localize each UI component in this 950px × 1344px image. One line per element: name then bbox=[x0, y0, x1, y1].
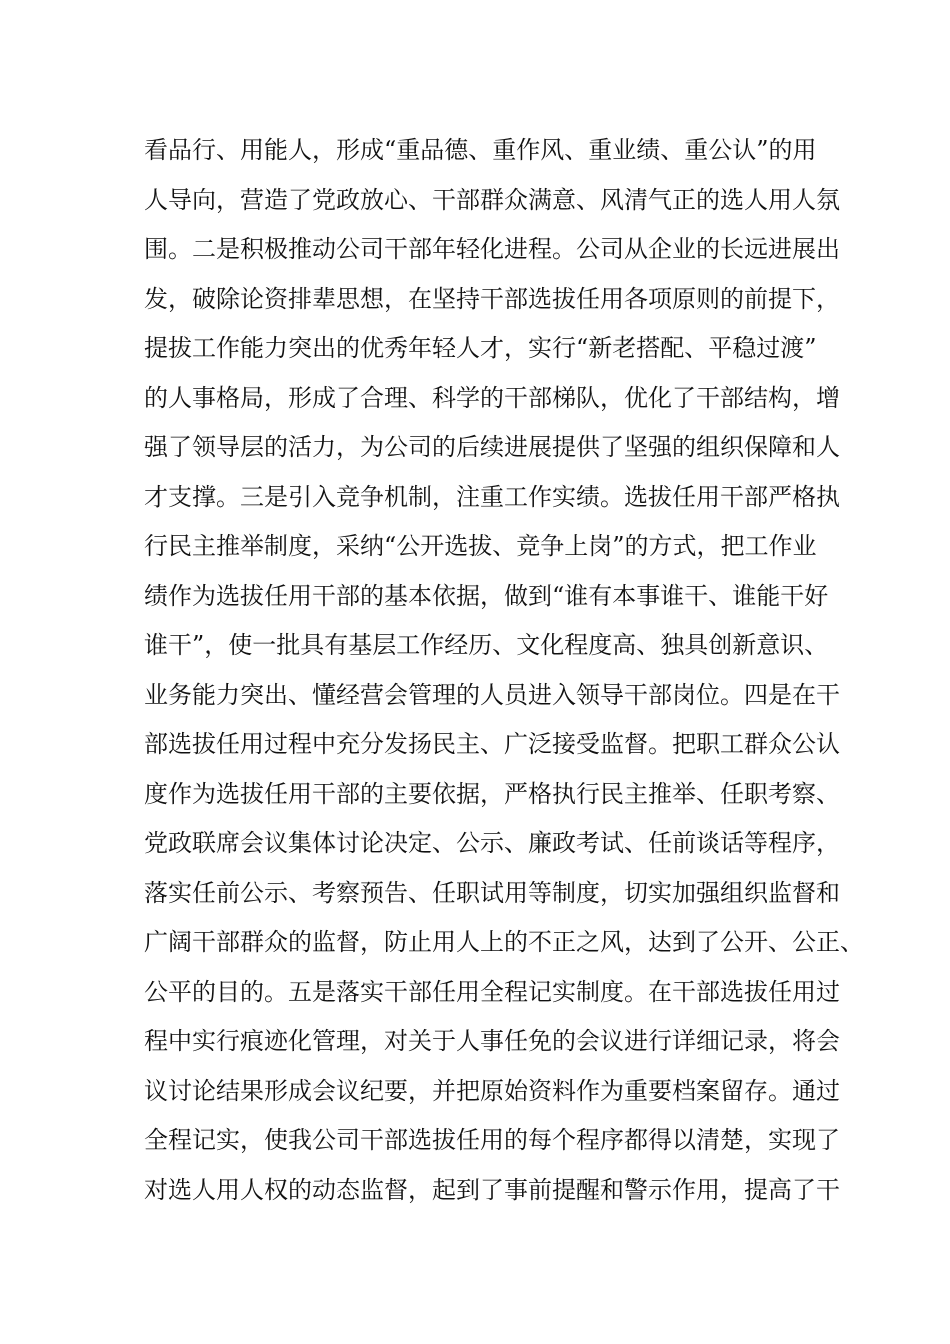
text-line: 度作为选拔任用干部的主要依据，严格执行民主推举、任职考察、 bbox=[144, 779, 840, 808]
text-line: 对选人用人权的动态监督，起到了事前提醒和警示作用，提高了干 bbox=[144, 1175, 840, 1204]
text-line: 公平的目的。五是落实干部任用全程记实制度。在干部选拔任用过 bbox=[144, 977, 840, 1006]
text-line: 全程记实，使我公司干部选拔任用的每个程序都得以清楚，实现了 bbox=[144, 1126, 840, 1154]
text-line: 谁干”，使一批具有基层工作经历、文化程度高、独具创新意识、 bbox=[144, 631, 829, 659]
text-line: 围。二是积极推动公司干部年轻化进程。公司从企业的长远进展出 bbox=[144, 235, 840, 263]
text-line: 的人事格局，形成了合理、科学的干部梯队，优化了干部结构，增 bbox=[144, 383, 840, 412]
text-line: 才支撑。三是引入竞争机制，注重工作实绩。选拔任用干部严格执 bbox=[144, 482, 840, 511]
text-line: 党政联席会议集体讨论决定、公示、廉政考试、任前谈话等程序， bbox=[144, 829, 840, 857]
text-line: 议讨论结果形成会议纪要，并把原始资料作为重要档案留存。通过 bbox=[144, 1076, 840, 1105]
text-line: 看品行、用能人，形成“重品德、重作风、重业绩、重公认”的用 bbox=[144, 136, 817, 164]
text-line: 人导向，营造了党政放心、干部群众满意、风清气正的选人用人氛 bbox=[144, 185, 840, 214]
text-line: 行民主推举制度，采纳“公开选拔、竞争上岗”的方式，把工作业 bbox=[144, 532, 817, 560]
text-line: 提拔工作能力突出的优秀年轻人才，实行“新老搭配、平稳过渡” bbox=[144, 334, 817, 362]
text-line: 发，破除论资排辈思想，在坚持干部选拔任用各项原则的前提下， bbox=[144, 284, 840, 313]
text-line: 广阔干部群众的监督，防止用人上的不正之风，达到了公开、公正、 bbox=[144, 928, 864, 956]
text-line: 落实任前公示、考察预告、任职试用等制度，切实加强组织监督和 bbox=[144, 878, 840, 907]
text-line: 部选拔任用过程中充分发扬民主、广泛接受监督。把职工群众公认 bbox=[144, 730, 840, 758]
text-line: 业务能力突出、懂经营会管理的人员进入领导干部岗位。四是在干 bbox=[144, 680, 840, 709]
text-line: 强了领导层的活力，为公司的后续进展提供了坚强的组织保障和人 bbox=[144, 433, 840, 461]
text-line: 绩作为选拔任用干部的基本依据，做到“谁有本事谁干、谁能干好 bbox=[144, 581, 829, 610]
text-line: 程中实行痕迹化管理，对关于人事任免的会议进行详细记录，将会 bbox=[144, 1027, 840, 1055]
